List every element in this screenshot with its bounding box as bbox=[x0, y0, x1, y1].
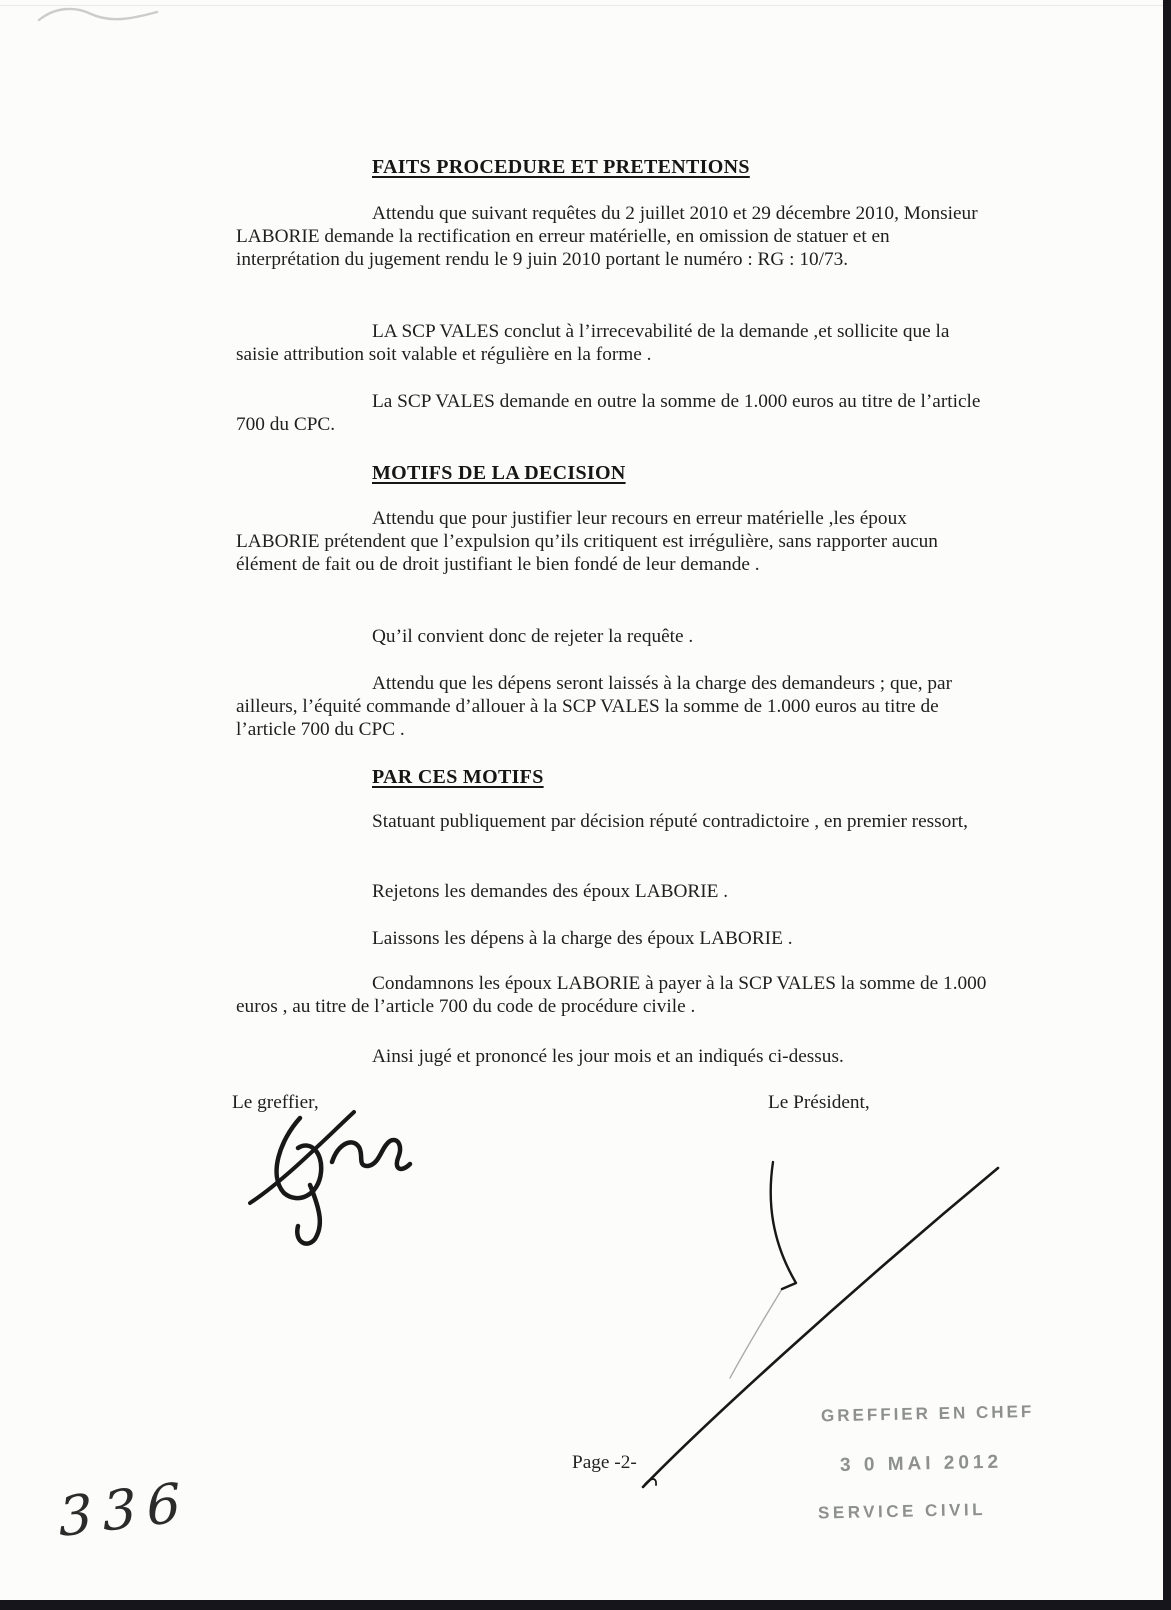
page-number-label: Page -2- bbox=[572, 1452, 637, 1473]
section-heading-motifs: MOTIFS DE LA DECISION bbox=[372, 462, 626, 484]
section-heading-faits: FAITS PROCEDURE ET PRETENTIONS bbox=[372, 156, 750, 178]
handwritten-folio-number: 336 bbox=[56, 1469, 193, 1550]
faint-pen-squiggle-icon bbox=[35, 2, 165, 32]
paragraph-ainsi-juge: Ainsi jugé et prononcé les jour mois et an indiqués ci-dessus. bbox=[372, 1046, 844, 1067]
paragraph-requetes: Attendu que suivant requêtes du 2 juillet 2010 et 29 décembre 2010, Monsieur LABORIE demande la rectification en erreur matérielle, en omission de statuer et en interprétation du jugement rendu le 9 juin 2010 portant le numéro : RG : 10/73. bbox=[236, 203, 978, 270]
scan-border-bottom bbox=[0, 1600, 1171, 1610]
greffier-signature-icon bbox=[240, 1100, 415, 1250]
paragraph-attendu-recours: Attendu que pour justifier leur recours en erreur matérielle ,les époux LABORIE prétendent que l’expulsion qu’ils critiquent est irrégulière, sans rapporter aucun élément de fait ou de droit justifiant le bien fondé de leur demande . bbox=[236, 508, 938, 575]
stamp-service: SERVICE CIVIL bbox=[817, 1499, 987, 1523]
scan-border-right bbox=[1163, 0, 1171, 1610]
paragraph-depens: Attendu que les dépens seront laissés à la charge des demandeurs ; que, par ailleurs, l’équité commande d’allouer à la SCP VALES la somme de 1.000 euros au titre de l’article 700 du CPC . bbox=[236, 673, 953, 740]
section-heading-par-ces-motifs: PAR CES MOTIFS bbox=[372, 766, 544, 788]
scan-top-edge-line bbox=[0, 5, 1171, 6]
stamp-date: 3 0 MAI 2012 bbox=[839, 1451, 1003, 1477]
president-label: Le Président, bbox=[768, 1092, 870, 1113]
paragraph-scp-vales-demande: La SCP VALES demande en outre la somme de 1.000 euros au titre de l’article 700 du CPC. bbox=[236, 391, 981, 435]
paragraph-rejeter-requete: Qu’il convient donc de rejeter la requête . bbox=[372, 626, 694, 647]
paragraph-statuant: Statuant publiquement par décision réputé contradictoire , en premier ressort, bbox=[372, 811, 968, 832]
paragraph-condamnons: Condamnons les époux LABORIE à payer à la SCP VALES la somme de 1.000 euros , au titre de l’article 700 du code de procédure civile . bbox=[236, 973, 987, 1017]
greffier-en-chef-stamp bbox=[816, 1401, 1058, 1523]
stamp-title: GREFFIER EN CHEF bbox=[820, 1401, 1035, 1426]
greffier-label: Le greffier, bbox=[232, 1092, 319, 1113]
paragraph-rejetons: Rejetons les demandes des époux LABORIE . bbox=[372, 881, 729, 902]
paragraph-laissons: Laissons les dépens à la charge des époux LABORIE . bbox=[372, 928, 793, 949]
paragraph-scp-vales-conclut: LA SCP VALES conclut à l’irrecevabilité de la demande ,et sollicite que la saisie attribution soit valable et régulière en la forme . bbox=[236, 321, 950, 365]
